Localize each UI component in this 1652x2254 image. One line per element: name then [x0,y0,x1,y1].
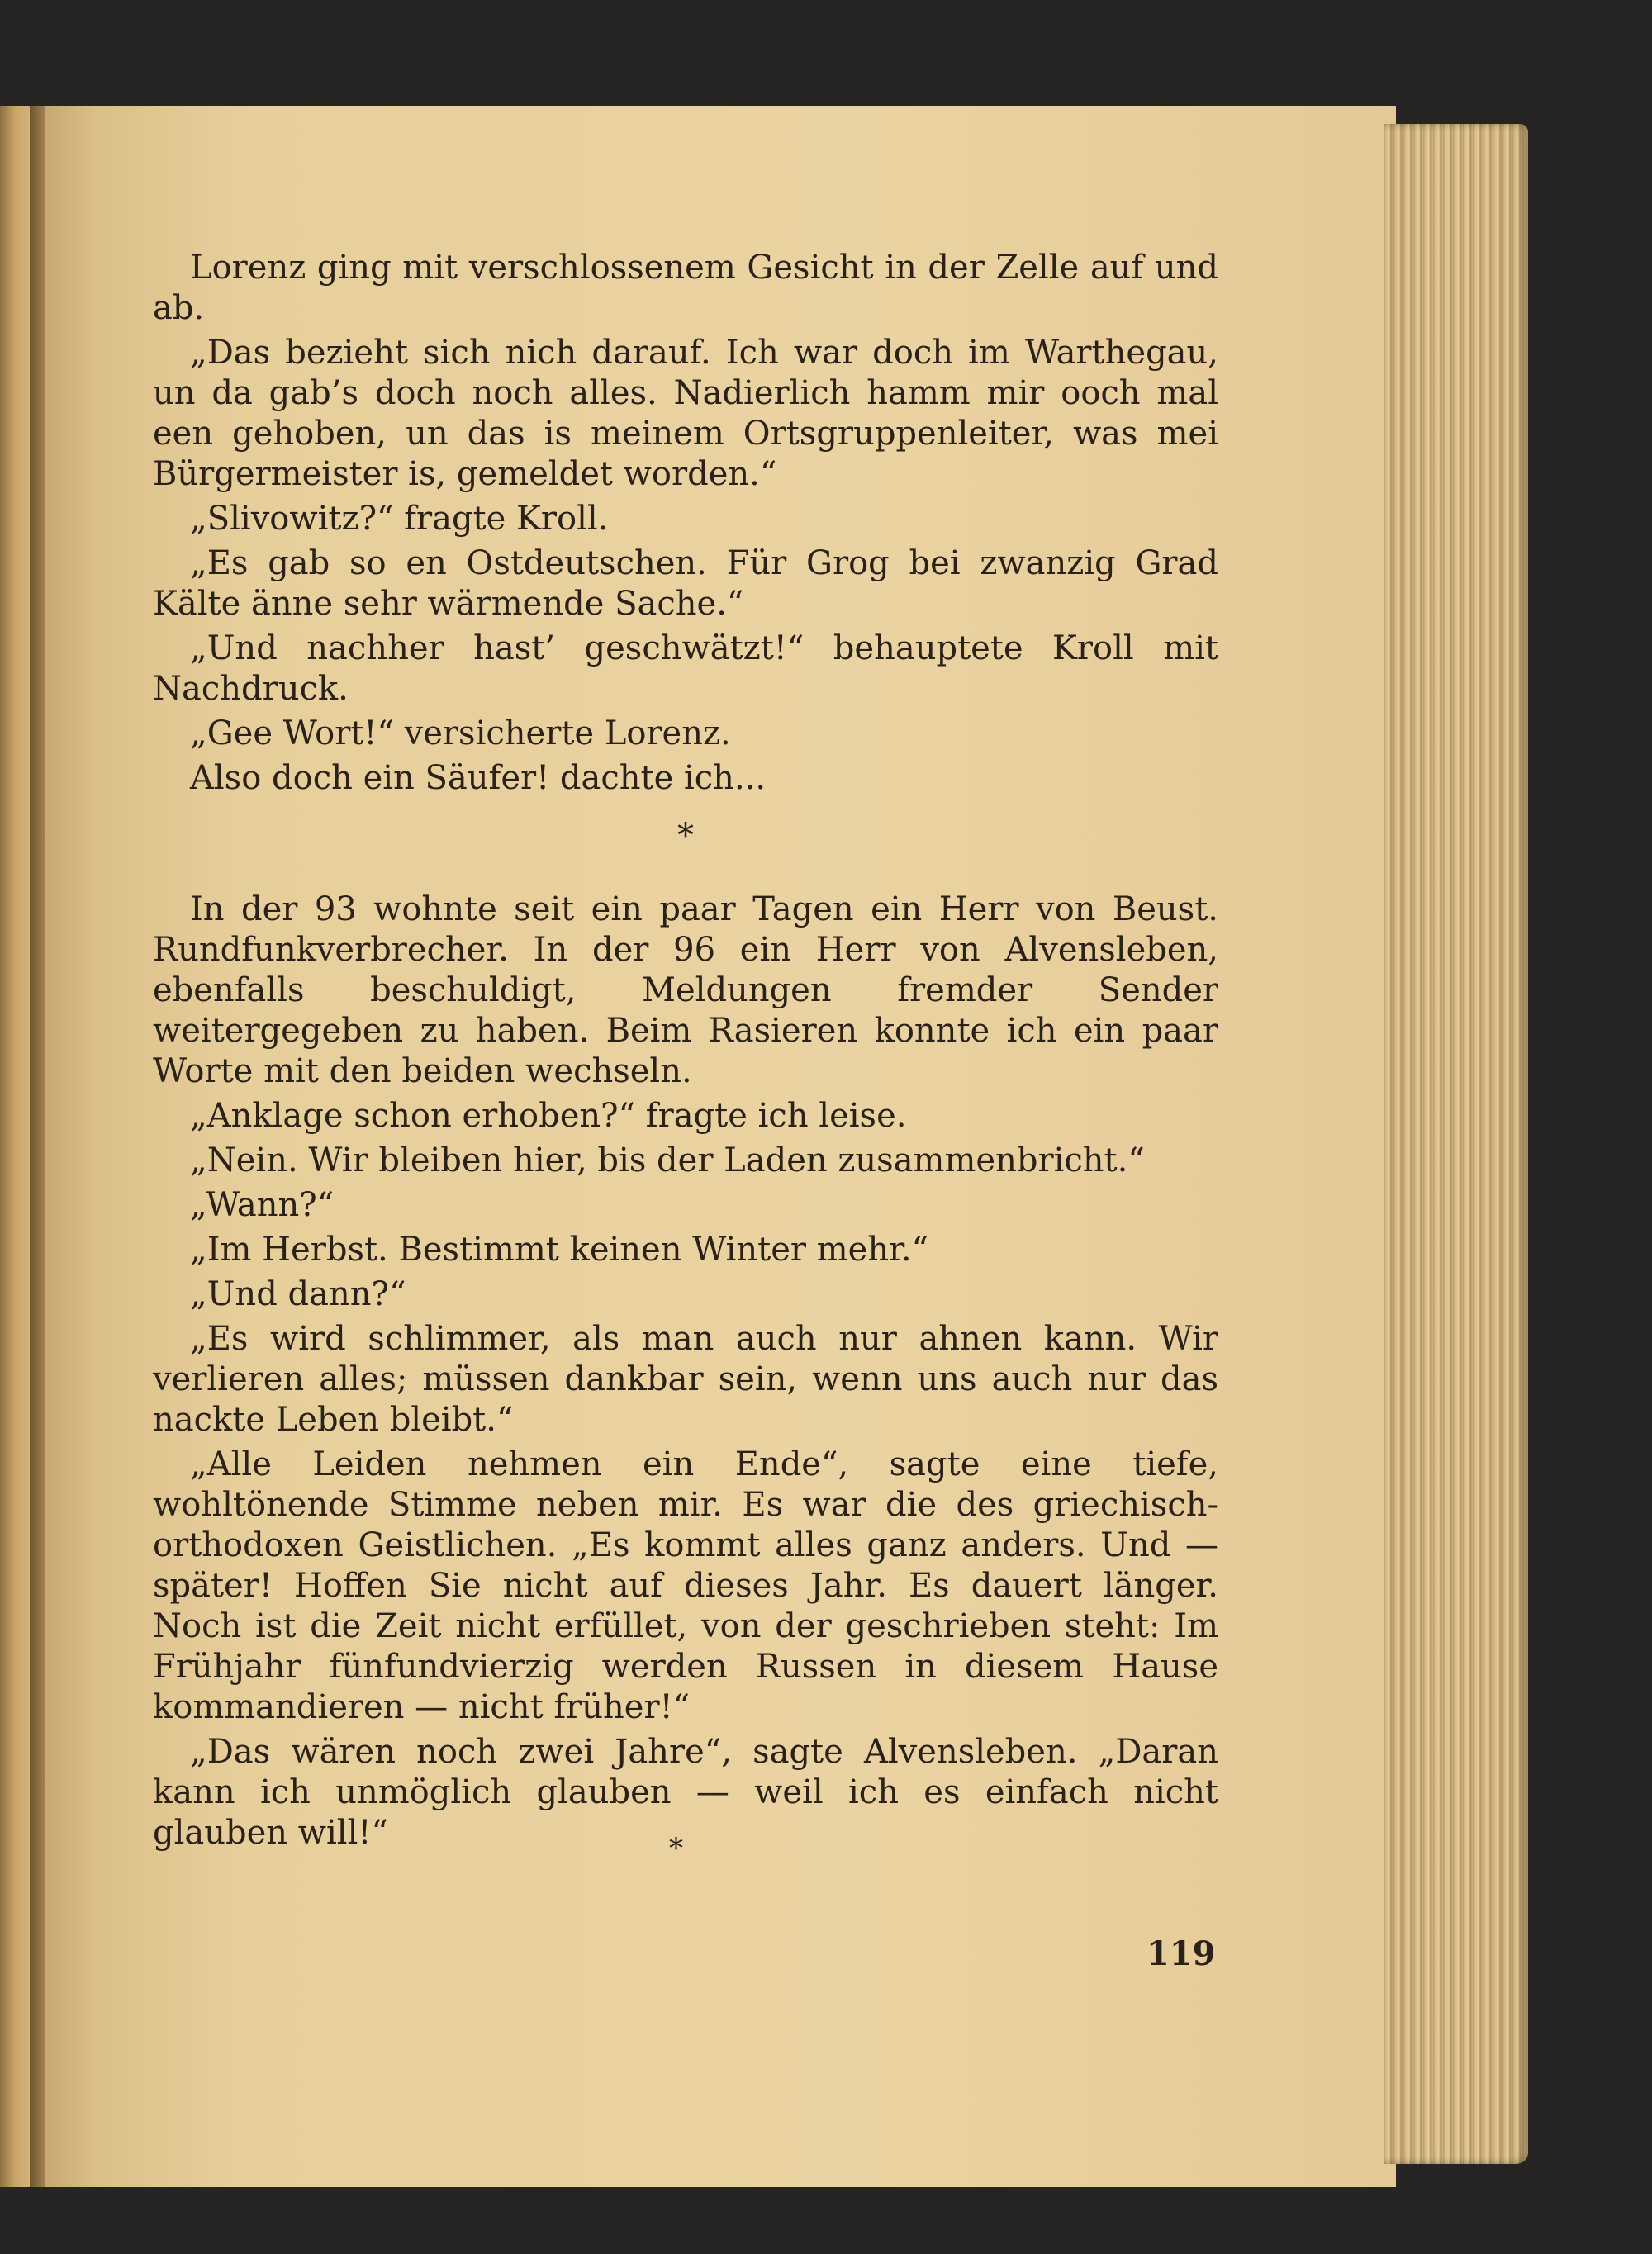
paragraph: „Es gab so en Ostdeutschen. Für Grog bei zwanzig Grad Kälte änne sehr wärmende Sache.“ [153,544,1218,623]
page-edges [1384,124,1528,2164]
page-text [153,248,1218,1858]
section-separator: * [677,817,694,855]
paragraph: „Das wären noch zwei Jahre“, sagte Alvensleben. „Daran kann ich unmöglich glauben — weil ich es einfach nicht glauben will!“ [153,1733,1218,1852]
paragraph: „Es wird schlimmer, als man auch nur ahnen kann. Wir verlieren alles; müssen dankbar sein, wenn uns auch nur das nackte Leben bleibt.“ [153,1320,1218,1439]
page-number: 119 [1146,1934,1216,1973]
paragraph: „Alle Leiden nehmen ein Ende“, sagte eine tiefe, wohltönende Stimme neben mir. Es war die des griechisch-orthodoxen Geistlichen. „Es kommt alles ganz anders. Und — später! Hoffen Sie nicht auf dieses Jahr. Es dauert länger. Noch ist die Zeit nicht erfüllet, von der geschrieben steht: Im Frühjahr fünfundvierzig werden Russen in diesem Hause kommandieren — nicht früher!“ [153,1445,1218,1726]
paragraph: Lorenz ging mit verschlossenem Gesicht in der Zelle auf und ab. [153,249,1218,327]
paragraph: „Und dann?“ [190,1275,406,1313]
paragraph: „Anklage schon erhoben?“ fragte ich leise. [190,1097,907,1135]
paragraph: „Nein. Wir bleiben hier, bis der Laden zusammenbricht.“ [190,1141,1145,1179]
paragraph: „Und nachher hast’ geschwätzt!“ behauptete Kroll mit Nachdruck. [153,629,1218,708]
paragraph: „Gee Wort!“ versicherte Lorenz. [190,714,731,752]
paragraph: „Slivowitz?“ fragte Kroll. [190,500,609,538]
section-separator-bottom: * [669,1832,683,1865]
left-page-edge [0,106,33,2187]
paragraph: „Wann?“ [190,1186,335,1224]
paragraph: „Im Herbst. Bestimmt keinen Winter mehr.“ [190,1231,929,1269]
paragraph: „Das bezieht sich nich darauf. Ich war doch im Warthegau, un da gab’s doch noch alles. Nadierlich hamm mir ooch mal een gehoben, un das is meinem Ortsgruppenleiter, was mei Bürgermeister is, gemeldet worden.“ [153,334,1218,493]
paragraph: Also doch ein Säufer! dachte ich... [190,759,767,797]
paragraph: In der 93 wohnte seit ein paar Tagen ein Herr von Beust. Rundfunkverbrecher. In der 96 ein Herr von Alvensleben, ebenfalls beschuldigt, Meldungen fremder Sender weitergegeben zu haben. Beim Rasieren konnte ich ein paar Worte mit den beiden wechseln. [153,890,1218,1090]
